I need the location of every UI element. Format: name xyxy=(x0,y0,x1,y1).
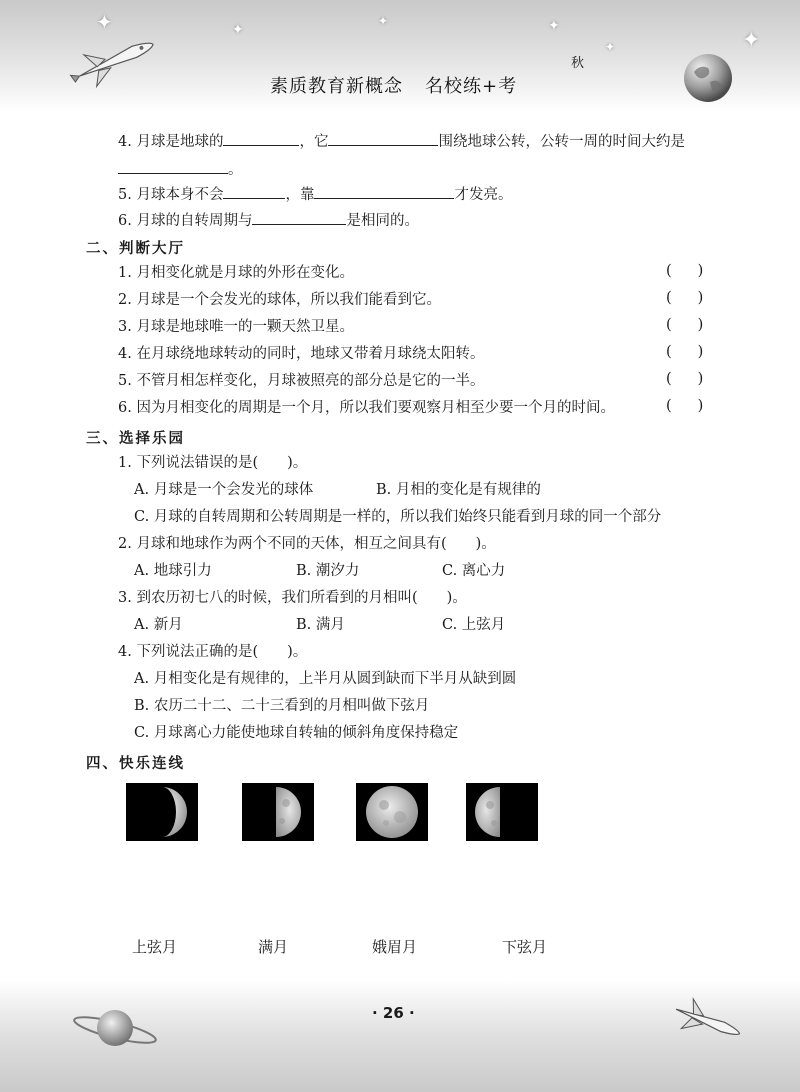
question-text: ，它 xyxy=(299,134,329,150)
paren-open: ( xyxy=(666,290,672,306)
choice-option-1c[interactable]: C. 月球的自转周期和公转周期是一样的，所以我们始终只能看到月球的同一个部分 xyxy=(134,509,662,525)
paren-close: ) xyxy=(697,263,704,279)
matching-label-2[interactable]: 满月 xyxy=(258,938,289,956)
series-title: 素质教育新概念 xyxy=(270,76,403,97)
matching-label-1[interactable]: 上弦月 xyxy=(132,938,178,956)
question-text: 。 xyxy=(228,162,243,178)
judge-answer-4[interactable] xyxy=(666,344,703,360)
judge-item-6: 6. 因为月相变化的周期是一个月，所以我们要观察月相至少要一个月的时间。 xyxy=(118,400,615,416)
choice-option-4c[interactable]: C. 月球离心力能使地球自转轴的倾斜角度保持稳定 xyxy=(134,725,459,741)
question-text: 围绕地球公转，公转一周的时间大约是 xyxy=(438,134,685,150)
page-number: · 26 · xyxy=(372,1004,415,1022)
question-text: 4. 月球是地球的 xyxy=(118,134,224,150)
space-shuttle-icon xyxy=(66,30,162,90)
judge-answer-1[interactable] xyxy=(666,263,703,279)
choice-option-2b[interactable]: B. 潮汐力 xyxy=(296,563,360,579)
moon-image-first-quarter[interactable] xyxy=(242,783,314,841)
paren-open: ( xyxy=(666,398,672,414)
moon-image-full[interactable] xyxy=(356,783,428,841)
paren-close: ) xyxy=(697,344,704,360)
question-text: 是相同的。 xyxy=(346,213,419,229)
fill-question-5 xyxy=(118,182,512,205)
judge-item-3: 3. 月球是地球唯一的一颗天然卫星。 xyxy=(118,319,354,335)
answer-blank[interactable] xyxy=(328,129,438,146)
choice-option-2a[interactable]: A. 地球引力 xyxy=(134,563,212,579)
paren-open: ( xyxy=(666,344,672,360)
choice-question-4: 4. 下列说法正确的是( )。 xyxy=(118,644,308,660)
moon-half-icon xyxy=(242,783,314,841)
header-title xyxy=(270,72,517,98)
paren-open: ( xyxy=(666,317,672,333)
judge-item-4: 4. 在月球绕地球转动的同时，地球又带着月球绕太阳转。 xyxy=(118,346,485,362)
moon-half-icon xyxy=(466,783,538,841)
answer-blank[interactable] xyxy=(223,182,285,199)
judge-item-2: 2. 月球是一个会发光的球体，所以我们能看到它。 xyxy=(118,292,441,308)
fill-question-6 xyxy=(118,208,419,231)
season-label: 秋 xyxy=(571,56,585,71)
space-shuttle-icon xyxy=(668,996,748,1046)
moon-full-icon xyxy=(356,783,428,841)
paren-close: ) xyxy=(697,398,704,414)
choice-option-3a[interactable]: A. 新月 xyxy=(134,617,183,633)
fill-question-4 xyxy=(118,129,685,152)
question-text: 5. 月球本身不会 xyxy=(118,187,224,203)
matching-label-4[interactable]: 下弦月 xyxy=(502,938,548,956)
moon-image-waxing-crescent[interactable] xyxy=(126,783,198,841)
section-title-matching: 四、快乐连线 xyxy=(86,756,185,772)
moon-image-last-quarter[interactable] xyxy=(466,783,538,841)
choice-question-2: 2. 月球和地球作为两个不同的天体，相互之间具有( )。 xyxy=(118,536,496,552)
choice-option-1a[interactable]: A. 月球是一个会发光的球体 xyxy=(134,482,314,498)
matching-label-3[interactable]: 娥眉月 xyxy=(372,938,418,956)
choice-question-3: 3. 到农历初七八的时候，我们所看到的月相叫( )。 xyxy=(118,590,467,606)
choice-option-2c[interactable]: C. 离心力 xyxy=(442,563,506,579)
judge-item-5: 5. 不管月相怎样变化，月球被照亮的部分总是它的一半。 xyxy=(118,373,485,389)
star-icon: ✦ xyxy=(742,28,761,53)
judge-answer-5[interactable] xyxy=(666,371,703,387)
choice-option-4a[interactable]: A. 月相变化是有规律的，上半月从圆到缺而下半月从缺到圆 xyxy=(134,671,517,687)
paren-open: ( xyxy=(666,263,672,279)
choice-option-3b[interactable]: B. 满月 xyxy=(296,617,345,633)
choice-option-3c[interactable]: C. 上弦月 xyxy=(442,617,506,633)
choice-option-1b[interactable]: B. 月相的变化是有规律的 xyxy=(376,482,541,498)
saturn-planet-icon xyxy=(70,1000,160,1056)
choice-option-4b[interactable]: B. 农历二十二、二十三看到的月相叫做下弦月 xyxy=(134,698,430,714)
judge-answer-3[interactable] xyxy=(666,317,703,333)
judge-item-1: 1. 月相变化就是月球的外形在变化。 xyxy=(118,265,354,281)
choice-question-1: 1. 下列说法错误的是( )。 xyxy=(118,455,308,471)
star-icon: ✦ xyxy=(378,14,389,28)
answer-blank[interactable] xyxy=(223,129,299,146)
fill-question-4-cont xyxy=(118,157,243,180)
paren-close: ) xyxy=(697,290,704,306)
paren-close: ) xyxy=(697,317,704,333)
moon-crescent-icon xyxy=(126,783,198,841)
section-title-judge: 二、判断大厅 xyxy=(86,241,185,257)
judge-answer-2[interactable] xyxy=(666,290,703,306)
paren-close: ) xyxy=(697,371,704,387)
star-icon: ✦ xyxy=(96,10,113,34)
paren-open: ( xyxy=(666,371,672,387)
question-text: 才发亮。 xyxy=(454,187,513,203)
section-title-choice: 三、选择乐园 xyxy=(86,431,185,447)
series-subtitle: 名校练+考 xyxy=(425,76,518,97)
question-text: ，靠 xyxy=(285,187,315,203)
star-icon: ✦ xyxy=(232,22,244,38)
star-icon: ✦ xyxy=(605,40,616,54)
answer-blank[interactable] xyxy=(314,182,454,199)
judge-answer-6[interactable] xyxy=(666,398,703,414)
earth-globe-icon xyxy=(682,52,734,104)
question-text: 6. 月球的自转周期与 xyxy=(118,213,253,229)
answer-blank[interactable] xyxy=(118,157,228,174)
star-icon: ✦ xyxy=(548,18,560,34)
answer-blank[interactable] xyxy=(252,208,346,225)
